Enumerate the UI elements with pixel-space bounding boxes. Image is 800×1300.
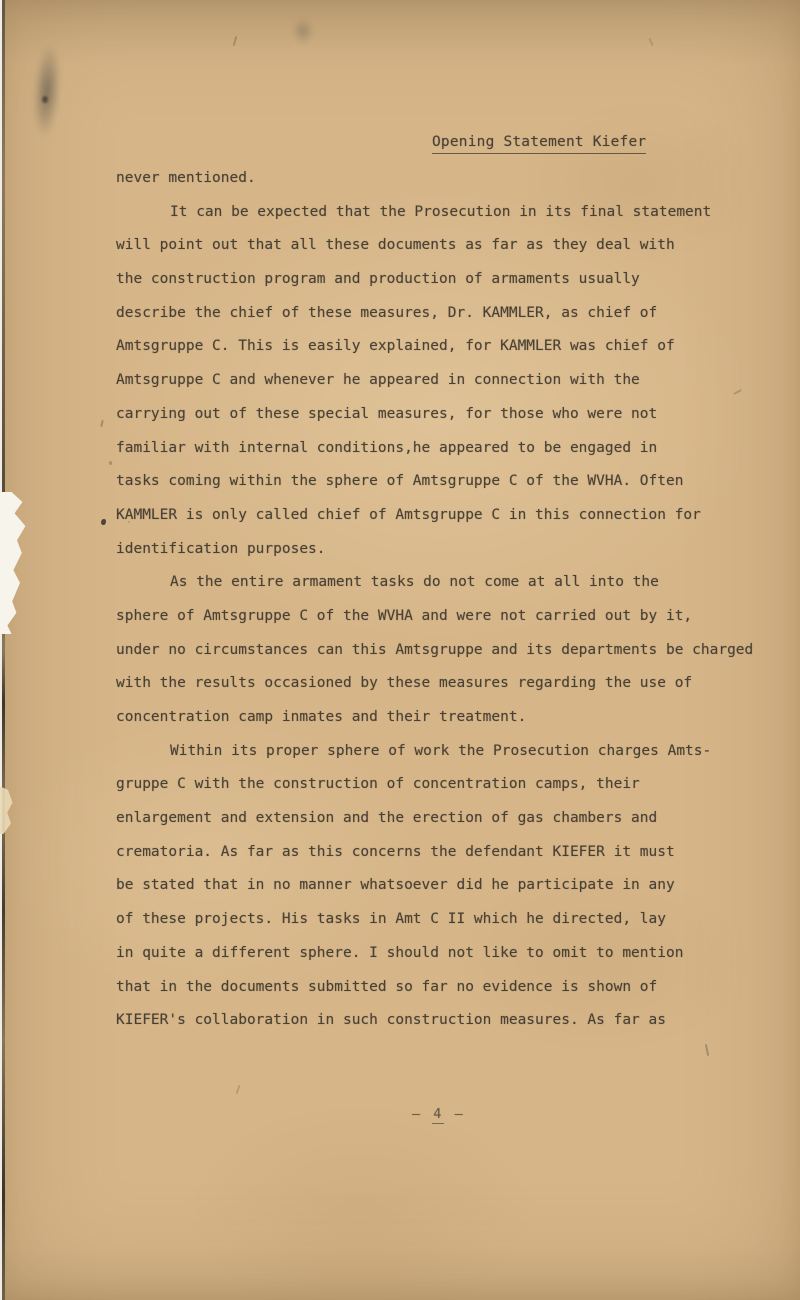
stray-mark <box>236 1085 241 1094</box>
text-line: As the entire armament tasks do not come at all into the <box>170 574 659 591</box>
text-line: with the results occasioned by these measures regarding the use of <box>116 675 693 692</box>
page-number-dash: — <box>454 1106 465 1122</box>
paper-smudge <box>292 18 314 44</box>
text-line: familiar with internal conditions,he appeared to be engaged in <box>116 439 658 456</box>
text-line: under no circumstances can this Amtsgruppe and its departments be charged <box>116 641 754 658</box>
document-title-text: Opening Statement Kiefer <box>432 134 646 154</box>
stray-mark <box>100 420 104 427</box>
stray-mark <box>705 1044 709 1056</box>
text-line: It can be expected that the Prosecution in its final statement <box>170 203 712 220</box>
document-title <box>432 134 646 150</box>
document-body <box>116 162 776 1038</box>
stray-mark <box>648 38 653 46</box>
paper-nick <box>0 786 14 834</box>
page-number-value: 4 <box>433 1106 444 1122</box>
page-number <box>412 1106 465 1122</box>
ink-speck <box>101 519 106 525</box>
text-line: crematoria. As far as this concerns the defendant KIEFER it must <box>116 843 675 860</box>
stray-mark <box>109 461 112 465</box>
text-line: carrying out of these special measures, for those who were not <box>116 405 658 422</box>
text-line: in quite a different sphere. I should not like to omit to mention <box>116 944 684 961</box>
text-line: Within its proper sphere of work the Prosecution charges Amts- <box>170 742 712 759</box>
text-line: KIEFER's collaboration in such construction measures. As far as <box>116 1012 666 1029</box>
page-left-edge <box>0 0 7 1300</box>
text-line: describe the chief of these measures, Dr. KAMMLER, as chief of <box>116 304 658 321</box>
text-line: concentration camp inmates and their treatment. <box>116 709 527 725</box>
text-line: sphere of Amtsgruppe C of the WVHA and were not carried out by it, <box>116 607 693 624</box>
text-line: never mentioned. <box>116 170 256 186</box>
text-line: the construction program and production of armaments usually <box>116 271 640 288</box>
text-line: identification purposes. <box>116 540 326 557</box>
ink-stain <box>31 43 63 139</box>
text-line: be stated that in no manner whatsoever did he participate in any <box>116 877 675 894</box>
stray-mark <box>233 36 238 46</box>
text-line: Amtsgruppe C. This is easily explained, for KAMMLER was chief of <box>116 338 675 355</box>
paper-tear <box>0 492 29 634</box>
text-line: Amtsgruppe C and whenever he appeared in connection with the <box>116 372 640 389</box>
ink-stain-dot <box>42 96 48 103</box>
text-line: will point out that all these documents as far as they deal with <box>116 237 675 254</box>
page-number-dash: — <box>412 1106 423 1122</box>
text-line: gruppe C with the construction of concentration camps, their <box>116 776 640 793</box>
text-line: tasks coming within the sphere of Amtsgruppe C of the WVHA. Often <box>116 473 684 490</box>
text-line: KAMMLER is only called chief of Amtsgruppe C in this connection for <box>116 506 701 523</box>
text-line: enlargement and extension and the erection of gas chambers and <box>116 810 658 827</box>
text-line: that in the documents submitted so far no evidence is shown of <box>116 978 658 995</box>
text-line: of these projects. His tasks in Amt C II which he directed, lay <box>116 911 666 928</box>
